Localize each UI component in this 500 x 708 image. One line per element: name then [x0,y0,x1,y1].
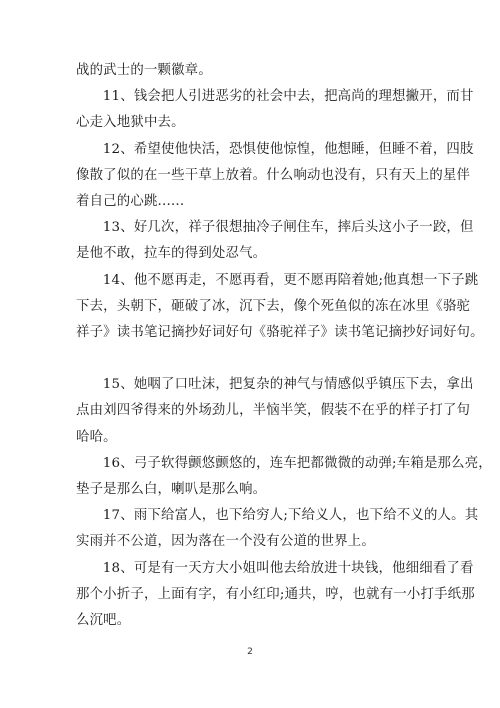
text-line: 心走入地狱中去。 [76,115,185,131]
paragraph-16 [76,451,492,503]
text-line: 像散了似的在一些干草上放着。什么响动也没有，只有天上的星伴 [76,167,471,183]
page-number: 2 [247,647,253,657]
text-line: 11、钱会把人引进恶劣的社会中去，把高尚的理想撇开，而甘 [102,89,474,105]
text-line: 16、弓子软得颤悠颤悠的，连车把都微微的动弹;车箱是那么亮， [102,455,492,471]
text-line: 着自己的心跳...... [76,194,185,210]
text-line: 14、他不愿再走，不愿再看，更不愿再陪着她;他真想一下子跳 [102,272,479,288]
text-line: 战的武士的一颗徽章。 [76,63,212,78]
text-line: 祥子》读书笔记摘抄好词好句《骆驼祥子》读书笔记摘抄好词好句。 [76,325,484,341]
text-line: 哈哈。 [76,429,117,445]
text-line: 那个小折子，上面有字，有小红印;通共，哼，也就有一小打手纸那 [76,586,475,602]
paragraph-11 [76,84,474,136]
text-line: 17、雨下给富人，也下给穷人;下给义人，也下给不义的人。其 [102,508,479,524]
text-line: 实雨并不公道，因为落在一个没有公道的世界上。 [76,534,375,550]
text-line: 是他不敢，拉车的得到处忍气。 [76,246,267,262]
paragraph-17 [76,503,479,555]
paragraph-10-tail [76,58,428,84]
document-body [76,58,492,634]
text-line: 下去，头朝下，砸破了冰，沉下去，像个死鱼似的冻在冰里《骆驼 [76,298,471,314]
text-line: 垫子是那么白，喇叭是那么响。 [76,482,267,498]
paragraph-spacer [76,346,428,372]
text-line: 15、她咽了口吐沫，把复杂的神气与情感似乎镇压下去，拿出 [102,377,474,393]
paragraph-12 [76,137,474,216]
text-line: 12、希望使他快活，恐惧使他惊惶，他想睡，但睡不着，四肢 [102,141,474,157]
paragraph-15 [76,372,474,451]
paragraph-14 [76,268,484,347]
paragraph-18 [76,556,475,635]
text-line: 点由刘四爷得来的外场劲儿，半恼半笑，假装不在乎的样子打了句 [76,403,471,419]
text-line: 13、好几次，祥子很想抽冷子闸住车，摔后头这小子一跤，但 [102,220,474,236]
paragraph-13 [76,215,474,267]
text-line: 么沉吧。 [76,613,131,629]
text-line: 18、可是有一天方大小姐叫他去给放进十块钱，他细细看了看 [102,560,474,576]
